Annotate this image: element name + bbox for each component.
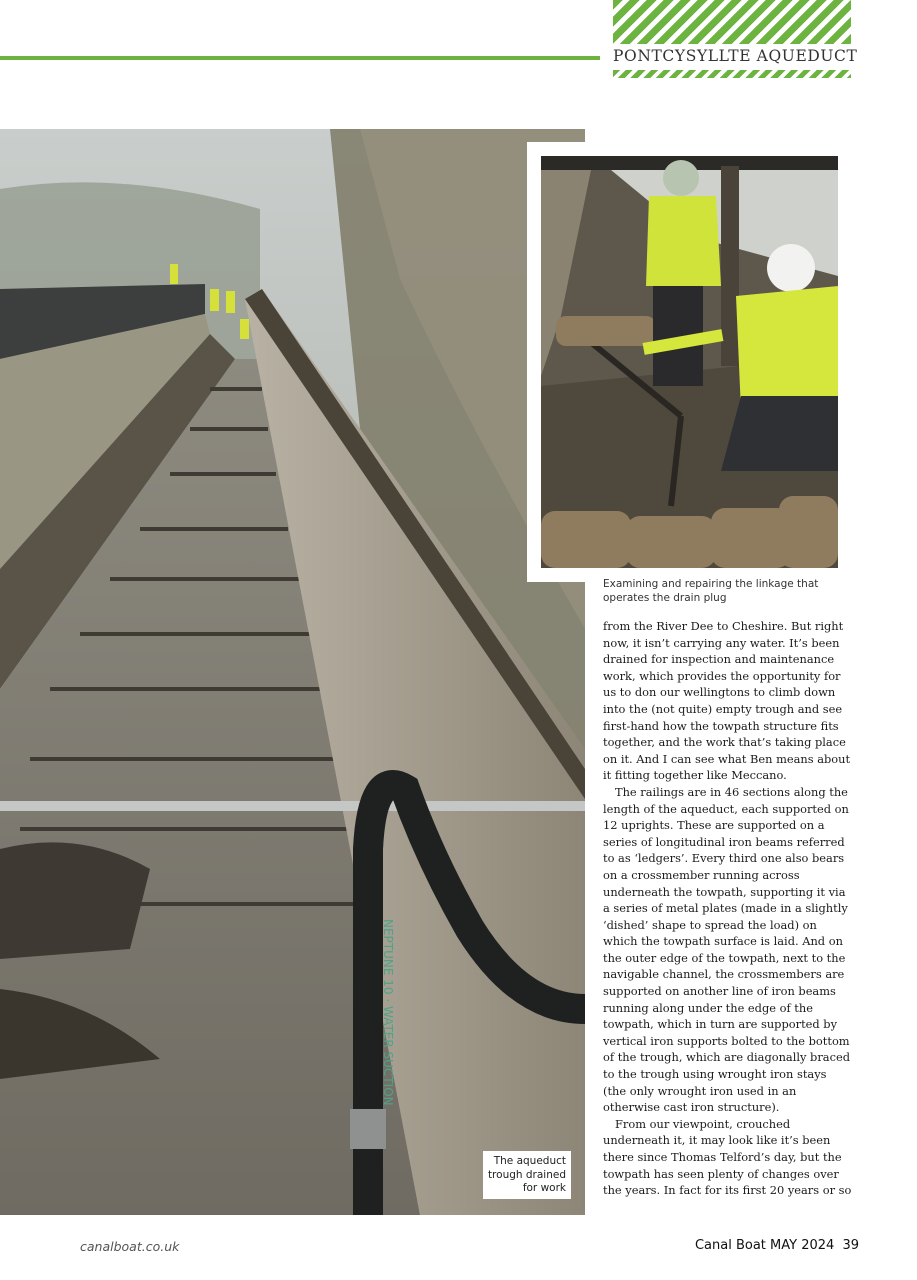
inset-photo-caption: Examining and repairing the linkage that operates the drain plug <box>603 578 819 604</box>
article-body <box>603 618 853 1199</box>
main-photo-aqueduct-trough <box>0 129 585 1215</box>
footer-issue-date: MAY 2024 <box>770 1238 835 1253</box>
header-rule <box>0 56 600 60</box>
article-paragraph: from the River Dee to Cheshire. But right now, it isn’t carrying any water. It’s been drained for inspection and maintenance work, which provides the opportunity for us to don our wellingtons to climb down into the (not quite) empty trough and see first-hand how the towpath structure fits together, and the work that’s taking place on it. And I can see what Ben means about it fitting together like Meccano. <box>603 619 851 783</box>
main-photo-caption: The aqueduct trough drained for work <box>483 1151 571 1199</box>
footer-magazine-name: Canal Boat <box>694 1238 766 1253</box>
footer-website: canalboat.co.uk <box>80 1239 180 1254</box>
article-paragraph: From our viewpoint, crouched underneath it, it may look like it’s been there since Thomas Telford’s day, but the towpath has seen plenty of changes over the years. In fact for its first 20 years or so <box>603 1116 852 1198</box>
header-stripe-band-bottom <box>613 70 851 78</box>
header-stripe-band-top <box>613 0 851 44</box>
inset-photo-repair-linkage <box>541 156 838 568</box>
footer-page-number: 39 <box>842 1238 859 1253</box>
section-title: PONTCYSYLLTE AQUEDUCT <box>613 47 858 65</box>
footer-folio <box>695 1238 859 1253</box>
hose-print: NEPTUNE 10 · WATER SUCTION <box>381 919 395 1106</box>
article-paragraph: The railings are in 46 sections along the length of the aqueduct, each supported on 12 uprights. These are supported on a series of longitudinal iron beams referred to as ‘ledgers’. Every third one also bears on a crossmember running across underneath the towpath, supporting it via a series of metal plates (made in a slightly ‘dished’ shape to spread the load) on which the towpath surface is laid. And on the outer edge of the towpath, next to the navigable channel, the crossmembers are supported on another line of iron beams running along under the edge of the towpath, which in turn are supported by vertical iron supports bolted to the bottom of the trough, which are diagonally braced to the trough using wrought iron stays (the only wrought iron used in an otherwise cast iron structure). <box>603 784 851 1115</box>
